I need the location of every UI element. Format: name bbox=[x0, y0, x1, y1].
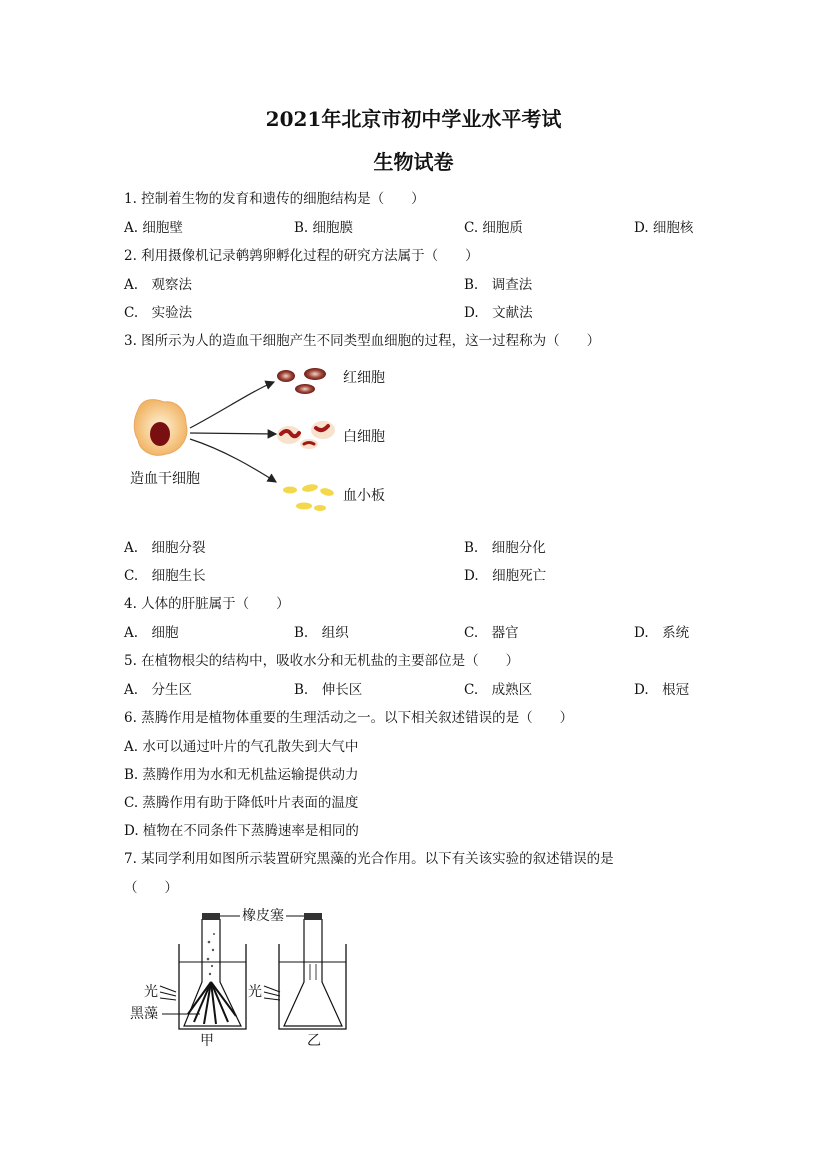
wbc-3-nucleus bbox=[304, 443, 314, 445]
question-4-option-a[interactable]: A. 细胞 bbox=[124, 625, 179, 641]
question-6-option-b[interactable]: B. 蒸腾作用为水和无机盐运输提供动力 bbox=[124, 767, 359, 783]
photosynthesis-apparatus-figure bbox=[124, 904, 364, 1054]
label-light-left: 光 bbox=[144, 984, 158, 1000]
arrow-to-rbc bbox=[190, 382, 274, 428]
question-4-option-b[interactable]: B. 组织 bbox=[294, 625, 349, 641]
rbc-1 bbox=[277, 370, 295, 382]
exam-title: 2021年北京市初中学业水平考试 bbox=[265, 107, 562, 131]
question-3-option-b[interactable]: B. 细胞分化 bbox=[464, 540, 546, 556]
question-1-stem: 1. 控制着生物的发育和遗传的细胞结构是（ ） bbox=[124, 191, 425, 207]
question-2-option-c[interactable]: C. 实验法 bbox=[124, 305, 193, 321]
label-rbc: 红细胞 bbox=[343, 370, 385, 386]
light-arrows-yi bbox=[264, 986, 280, 1000]
question-7-stem: 7. 某同学利用如图所示装置研究黑藻的光合作用。以下有关该实验的叙述错误的是 bbox=[124, 851, 614, 867]
question-6-option-a[interactable]: A. 水可以通过叶片的气孔散失到大气中 bbox=[124, 739, 359, 755]
question-3-option-c[interactable]: C. 细胞生长 bbox=[124, 568, 206, 584]
question-5-option-c[interactable]: C. 成熟区 bbox=[464, 682, 533, 698]
label-wbc: 白细胞 bbox=[343, 429, 385, 445]
platelet-4 bbox=[296, 503, 312, 510]
label-platelet: 血小板 bbox=[343, 488, 385, 504]
question-2-option-a[interactable]: A. 观察法 bbox=[124, 277, 193, 293]
blood-cell-differentiation-figure bbox=[124, 360, 414, 520]
platelet-2 bbox=[302, 483, 319, 493]
arrow-to-wbc bbox=[190, 433, 276, 434]
bubbles bbox=[207, 933, 215, 975]
question-4-option-c[interactable]: C. 器官 bbox=[464, 625, 519, 641]
question-5-stem: 5. 在植物根尖的结构中，吸收水分和无机盐的主要部位是（ ） bbox=[124, 653, 520, 669]
question-2-option-b[interactable]: B. 调查法 bbox=[464, 277, 533, 293]
stopper-yi bbox=[304, 913, 322, 920]
exam-subtitle: 生物试卷 bbox=[373, 150, 454, 174]
label-light-right: 光 bbox=[248, 984, 262, 1000]
funnel-yi bbox=[284, 919, 342, 1026]
question-6-stem: 6. 蒸腾作用是植物体重要的生理活动之一。以下相关叙述错误的是（ ） bbox=[124, 710, 574, 726]
question-5-option-b[interactable]: B. 伸长区 bbox=[294, 682, 363, 698]
stem-cell-nucleus bbox=[150, 422, 170, 446]
question-5-option-d[interactable]: D. 根冠 bbox=[634, 682, 690, 698]
question-3-stem: 3. 图所示为人的造血干细胞产生不同类型血细胞的过程，这一过程称为（ ） bbox=[124, 333, 601, 349]
question-6-option-d[interactable]: D. 植物在不同条件下蒸腾速率是相同的 bbox=[124, 823, 359, 839]
stopper-jia bbox=[202, 913, 220, 920]
label-jia: 甲 bbox=[200, 1033, 214, 1049]
label-stem-cell: 造血干细胞 bbox=[130, 471, 200, 487]
label-stopper: 橡皮塞 bbox=[242, 908, 284, 924]
question-1-option-a[interactable]: A. 细胞壁 bbox=[124, 220, 183, 236]
label-black-algae: 黑藻 bbox=[130, 1006, 158, 1022]
rbc-2 bbox=[304, 368, 326, 380]
question-7-stem-continued: （ ） bbox=[124, 880, 178, 896]
rbc-3 bbox=[295, 384, 315, 394]
question-5-option-a[interactable]: A. 分生区 bbox=[124, 682, 193, 698]
arrow-to-platelet bbox=[190, 439, 276, 482]
question-2-stem: 2. 利用摄像机记录鹌鹑卵孵化过程的研究方法属于（ ） bbox=[124, 248, 479, 264]
question-3-option-a[interactable]: A. 细胞分裂 bbox=[124, 540, 206, 556]
question-4-stem: 4. 人体的肝脏属于（ ） bbox=[124, 596, 290, 612]
platelet-5 bbox=[314, 505, 326, 511]
question-2-option-d[interactable]: D. 文献法 bbox=[464, 305, 533, 321]
platelet-3 bbox=[319, 487, 334, 497]
question-4-option-d[interactable]: D. 系统 bbox=[634, 625, 690, 641]
label-yi: 乙 bbox=[307, 1033, 321, 1049]
question-1-option-c[interactable]: C. 细胞质 bbox=[464, 220, 523, 236]
question-1-option-d[interactable]: D. 细胞核 bbox=[634, 220, 694, 236]
light-arrows-jia bbox=[160, 986, 176, 1000]
platelet-1 bbox=[283, 487, 297, 494]
question-1-option-b[interactable]: B. 细胞膜 bbox=[294, 220, 354, 236]
question-3-option-d[interactable]: D. 细胞死亡 bbox=[464, 568, 547, 584]
question-6-option-c[interactable]: C. 蒸腾作用有助于降低叶片表面的温度 bbox=[124, 795, 359, 811]
black-algae-plant bbox=[188, 982, 236, 1024]
